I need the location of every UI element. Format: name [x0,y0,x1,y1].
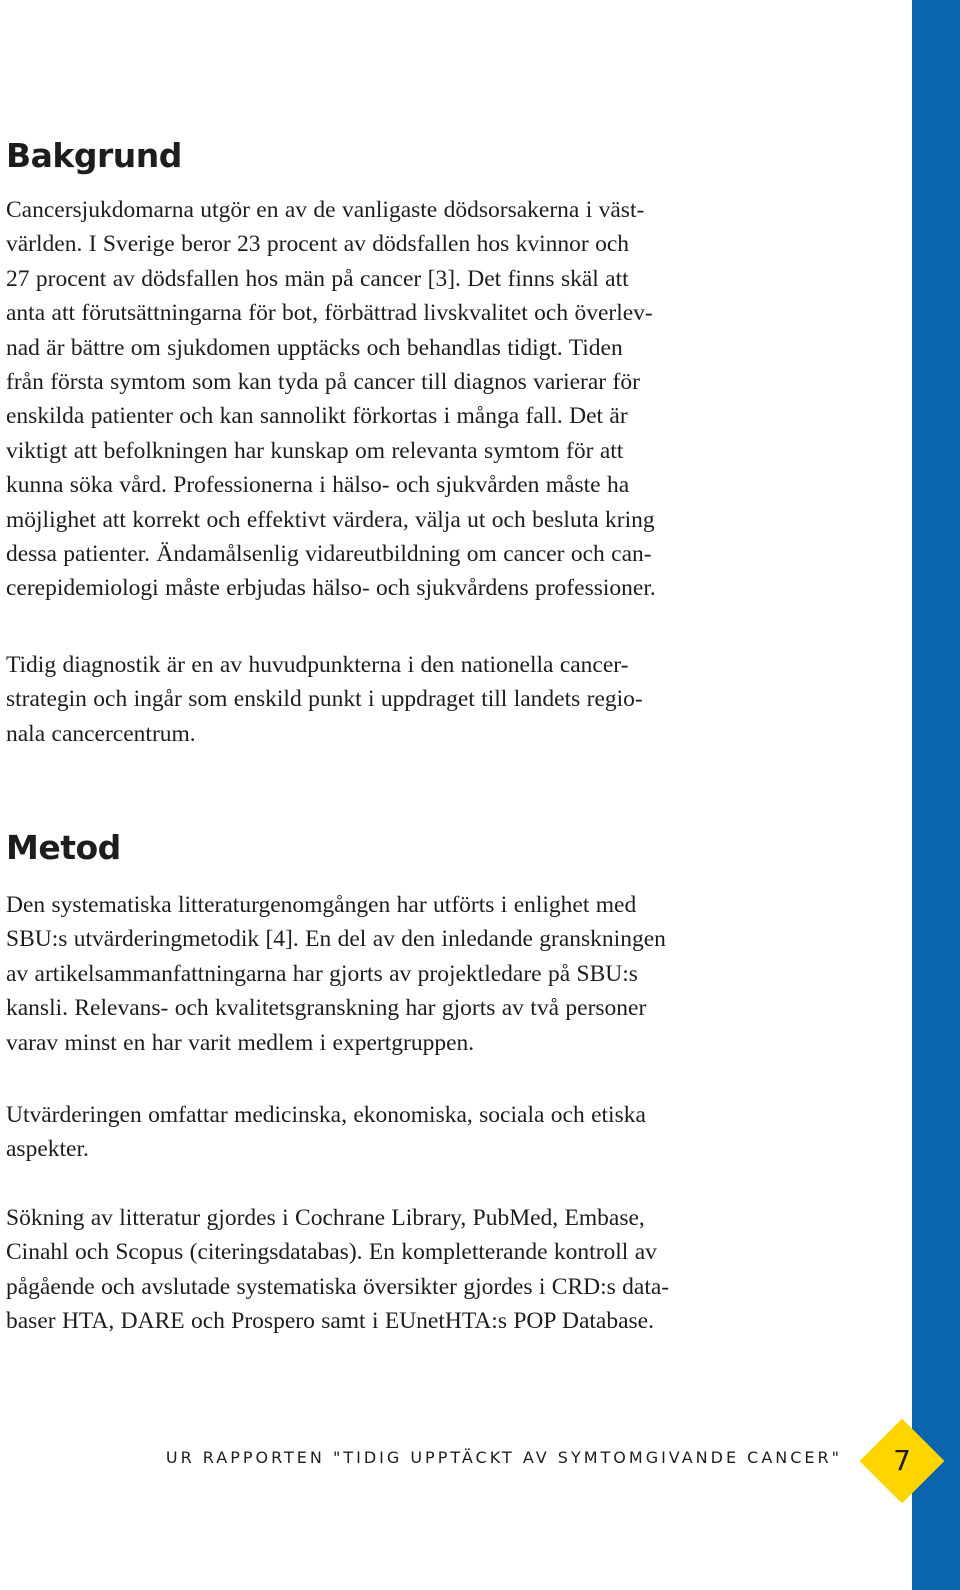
text-line: kunna söka vård. Professionerna i hälso- och sjukvården måste ha [6,472,630,499]
text-line: Tidig diagnostik är en av huvudpunkterna i den nationella cancer- [6,652,629,678]
text-line: anta att förutsättningarna för bot, förbättrad livskvalitet och överlev- [6,300,653,327]
text-line: nala cancercentrum. [6,720,196,747]
text-line: dessa patienter. Ändamålsenlig vidareutbildning om cancer och can- [6,541,652,568]
text-line: nad är bättre om sjukdomen upptäcks och behandlas tidigt. Tiden [6,334,623,361]
text-line: SBU:s utvärderingmetodik [4]. En del av den inledande granskningen [6,926,666,953]
page-number-badge [872,1431,932,1491]
text-line: från första symtom som kan tyda på cancer till diagnos varierar för [6,369,640,396]
text-line: Den systematiska litteraturgenomgången har utförts i enlighet med [6,892,637,918]
text-line: varav minst en har varit medlem i expertgruppen. [6,1029,475,1056]
text-line: Cinahl och Scopus (citeringsdatabas). En kompletterande kontroll av [6,1239,657,1266]
text-line: aspekter. [6,1136,89,1163]
bakgrund-paragraph-2 [6,648,766,751]
page-number: 7 [893,1444,911,1477]
text-line: 27 procent av dödsfallen hos män på cancer [3]. Det finns skäl att [6,265,629,292]
metod-paragraph-3 [6,1201,766,1339]
text-line: cerepidemiologi måste erbjudas hälso- och sjukvårdens professioner. [6,575,656,602]
text-line: världen. I Sverige beror 23 procent av dödsfallen hos kvinnor och [6,231,629,258]
side-color-bar [912,0,960,1590]
text-line: av artikelsammanfattningarna har gjorts av projektledare på SBU:s [6,960,638,987]
footer-source-text: UR RAPPORTEN "TIDIG UPPTÄCKT AV SYMTOMGIVANDE CANCER" [165,1448,842,1467]
text-line: strategin och ingår som enskild punkt i uppdraget till landets regio- [6,686,643,713]
text-line: enskilda patienter och kan sannolikt förkortas i många fall. Det är [6,403,628,430]
text-line: viktigt att befolkningen har kunskap om relevanta symtom för att [6,437,624,464]
text-line: Utvärderingen omfattar medicinska, ekonomiska, sociala och etiska [6,1102,646,1128]
section-heading-metod: Metod [6,828,121,867]
text-line: möjlighet att korrekt och effektivt värdera, välja ut och besluta kring [6,506,655,533]
bakgrund-paragraph-1 [6,193,766,606]
text-line: baser HTA, DARE och Prospero samt i EUnetHTA:s POP Database. [6,1308,654,1335]
text-line: Sökning av litteratur gjordes i Cochrane Library, PubMed, Embase, [6,1205,645,1231]
metod-paragraph-2 [6,1098,766,1167]
text-line: Cancersjukdomarna utgör en av de vanligaste dödsorsakerna i väst- [6,197,645,223]
text-line: pågående och avslutade systematiska översikter gjordes i CRD:s data- [6,1273,670,1300]
text-line: kansli. Relevans- och kvalitetsgranskning har gjorts av två personer [6,995,647,1022]
metod-paragraph-1 [6,888,766,1060]
section-heading-bakgrund: Bakgrund [6,136,182,175]
